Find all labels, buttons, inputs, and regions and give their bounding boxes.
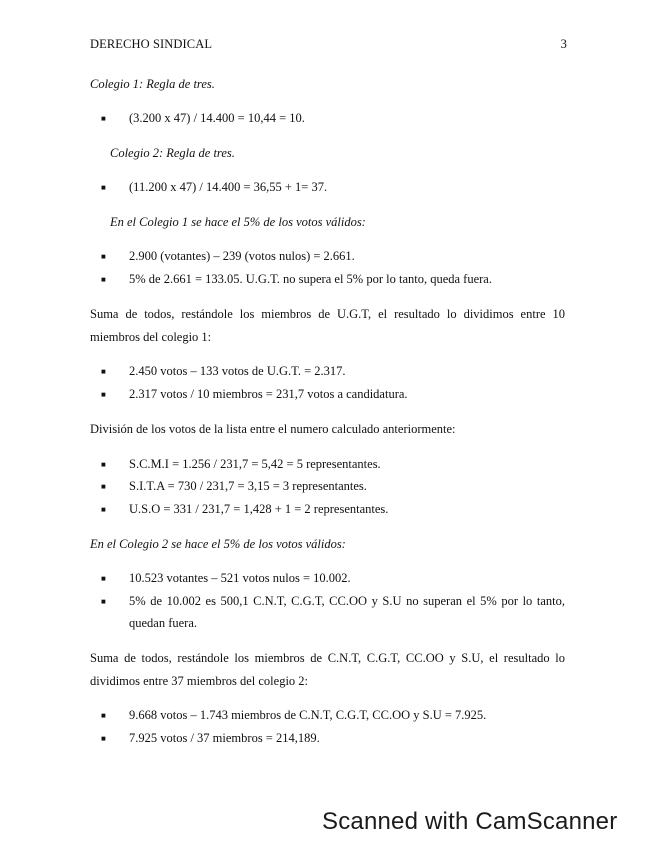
- list-item-continuation: quedan fuera.: [129, 616, 198, 630]
- bullet-icon: ■: [101, 183, 106, 192]
- paragraph-line: Suma de todos, restándole los miembros de C.N.T, C.G.T, CC.OO y S.U, el resultado lo: [90, 651, 565, 665]
- list-item: 9.668 votos – 1.743 miembros de C.N.T, C.G.T, CC.OO y S.U = 7.925.: [129, 708, 487, 722]
- bullet-icon: ■: [101, 114, 106, 123]
- section-heading-colegio-1: Colegio 1: Regla de tres.: [90, 77, 215, 91]
- list-item: 2.900 (votantes) – 239 (votos nulos) = 2.661.: [129, 249, 355, 263]
- camscanner-watermark: Scanned with CamScanner: [322, 808, 618, 835]
- list-item: 7.925 votos / 37 miembros = 214,189.: [129, 731, 320, 745]
- list-item: U.S.O = 331 / 231,7 = 1,428 + 1 = 2 representantes.: [129, 502, 389, 516]
- list-item: S.C.M.I = 1.256 / 231,7 = 5,42 = 5 representantes.: [129, 457, 381, 471]
- bullet-icon: ■: [101, 482, 106, 491]
- section-heading-colegio-1-5pct: En el Colegio 1 se hace el 5% de los votos válidos:: [110, 215, 366, 229]
- list-item: 10.523 votantes – 521 votos nulos = 10.002.: [129, 571, 351, 585]
- bullet-icon: ■: [101, 734, 106, 743]
- bullet-icon: ■: [101, 252, 106, 261]
- section-heading-colegio-2: Colegio 2: Regla de tres.: [110, 146, 235, 160]
- bullet-icon: ■: [101, 367, 106, 376]
- bullet-icon: ■: [101, 597, 106, 606]
- bullet-icon: ■: [101, 505, 106, 514]
- list-item: 5% de 2.661 = 133.05. U.G.T. no supera el 5% por lo tanto, queda fuera.: [129, 272, 492, 286]
- section-heading-colegio-2-5pct: En el Colegio 2 se hace el 5% de los votos válidos:: [90, 537, 346, 551]
- page-number: 3: [560, 37, 567, 51]
- bullet-icon: ■: [101, 460, 106, 469]
- paragraph-line: Suma de todos, restándole los miembros de U.G.T, el resultado lo dividimos entre 10: [90, 307, 565, 321]
- paragraph-line: dividimos entre 37 miembros del colegio 2:: [90, 674, 309, 688]
- list-item: (3.200 x 47) / 14.400 = 10,44 = 10.: [129, 111, 305, 125]
- list-item: 5% de 10.002 es 500,1 C.N.T, C.G.T, CC.OO y S.U no superan el 5% por lo tanto,: [129, 594, 565, 608]
- bullet-icon: ■: [101, 275, 106, 284]
- list-item: (11.200 x 47) / 14.400 = 36,55 + 1= 37.: [129, 180, 328, 194]
- paragraph-line: miembros del colegio 1:: [90, 330, 212, 344]
- bullet-icon: ■: [101, 390, 106, 399]
- bullet-icon: ■: [101, 711, 106, 720]
- list-item: 2.317 votos / 10 miembros = 231,7 votos a candidatura.: [129, 387, 408, 401]
- paragraph-line: División de los votos de la lista entre el numero calculado anteriormente:: [90, 422, 456, 436]
- running-header-title: DERECHO SINDICAL: [90, 37, 213, 51]
- list-item: 2.450 votos – 133 votos de U.G.T. = 2.317.: [129, 364, 346, 378]
- list-item: S.I.T.A = 730 / 231,7 = 3,15 = 3 representantes.: [129, 479, 367, 493]
- bullet-icon: ■: [101, 574, 106, 583]
